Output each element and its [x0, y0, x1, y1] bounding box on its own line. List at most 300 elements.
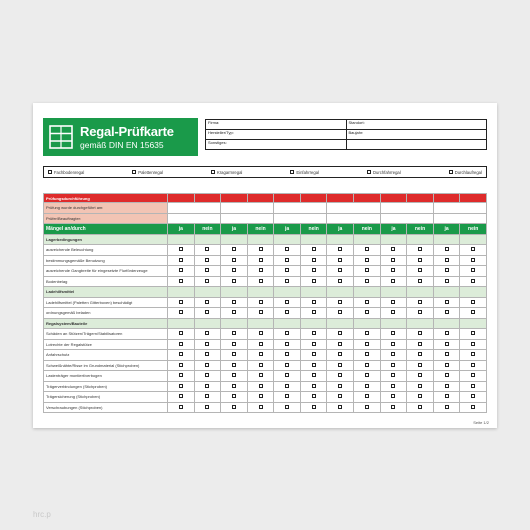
no-checkbox[interactable]	[205, 363, 209, 367]
no-checkbox[interactable]	[471, 247, 475, 251]
card-title: Regal-Prüfkarte	[80, 123, 174, 139]
no-checkbox[interactable]	[365, 384, 369, 388]
checkbox-cell	[194, 255, 221, 266]
info-row	[206, 120, 487, 130]
checkbox-cell	[380, 392, 407, 403]
checkbox-cell	[194, 402, 221, 413]
checkbox-cell	[407, 360, 434, 371]
section-cell	[221, 234, 248, 245]
shelf-type-option[interactable]	[449, 170, 482, 175]
yes-checkbox[interactable]	[179, 384, 183, 388]
yes-checkbox[interactable]	[179, 331, 183, 335]
checkbox-cell	[168, 308, 195, 319]
shelf-type-option[interactable]	[132, 170, 163, 175]
yes-checkbox[interactable]	[445, 310, 449, 314]
yes-checkbox[interactable]	[285, 310, 289, 314]
checklist-row	[44, 392, 487, 403]
shelf-type-option[interactable]	[211, 170, 242, 175]
checkbox-cell	[247, 276, 274, 287]
no-checkbox[interactable]	[471, 405, 475, 409]
inspector-row-input[interactable]	[274, 213, 327, 224]
no-checkbox[interactable]	[471, 279, 475, 283]
yes-checkbox[interactable]	[338, 300, 342, 304]
inspector-row-input[interactable]	[327, 213, 380, 224]
section-cell	[168, 318, 195, 329]
no-checkbox[interactable]	[259, 279, 263, 283]
section-cell	[300, 287, 327, 298]
yes-checkbox[interactable]	[338, 405, 342, 409]
no-checkbox[interactable]	[259, 363, 263, 367]
checkbox-cell	[194, 350, 221, 361]
checkbox-cell	[274, 276, 301, 287]
checklist-item-label: Verschraubungen (Stichproben)	[44, 402, 168, 413]
yes-checkbox[interactable]	[445, 279, 449, 283]
no-checkbox[interactable]	[418, 310, 422, 314]
yes-checkbox[interactable]	[285, 342, 289, 346]
yes-checkbox[interactable]	[445, 405, 449, 409]
checkbox-cell	[300, 402, 327, 413]
date-row-input[interactable]	[380, 203, 433, 214]
no-checkbox[interactable]	[471, 394, 475, 398]
yes-checkbox[interactable]	[232, 352, 236, 356]
no-checkbox[interactable]	[312, 342, 316, 346]
checkbox-cell	[327, 402, 354, 413]
checkbox-cell	[354, 245, 381, 256]
shelf-type-checkbox[interactable]	[48, 170, 52, 174]
no-checkbox[interactable]	[365, 247, 369, 251]
no-checkbox[interactable]	[259, 342, 263, 346]
checkbox-cell	[407, 297, 434, 308]
no-checkbox[interactable]	[471, 384, 475, 388]
checklist-row	[44, 381, 487, 392]
no-checkbox[interactable]	[259, 300, 263, 304]
shelf-type-label: Fachbodenregal	[54, 169, 85, 175]
yes-checkbox[interactable]	[445, 384, 449, 388]
no-checkbox[interactable]	[471, 331, 475, 335]
shelf-type-option[interactable]	[48, 170, 84, 175]
yes-checkbox[interactable]	[391, 373, 395, 377]
shelf-type-checkbox[interactable]	[132, 170, 136, 174]
checkbox-cell	[407, 339, 434, 350]
no-checkbox[interactable]	[365, 363, 369, 367]
yes-checkbox[interactable]	[179, 279, 183, 283]
checkbox-cell	[247, 329, 274, 340]
no-checkbox[interactable]	[205, 268, 209, 272]
no-checkbox[interactable]	[259, 384, 263, 388]
yes-checkbox[interactable]	[445, 247, 449, 251]
no-checkbox[interactable]	[312, 363, 316, 367]
no-checkbox[interactable]	[259, 352, 263, 356]
checkbox-cell	[433, 245, 460, 256]
info-row	[206, 140, 487, 150]
yes-checkbox[interactable]	[338, 310, 342, 314]
checkbox-cell	[380, 329, 407, 340]
checklist-item-label: Trägerverbindungen (Stichproben)	[44, 381, 168, 392]
yes-checkbox[interactable]	[179, 310, 183, 314]
checkbox-cell	[247, 381, 274, 392]
checkbox-cell	[460, 381, 487, 392]
no-checkbox[interactable]	[312, 279, 316, 283]
no-checkbox[interactable]	[365, 373, 369, 377]
checkbox-cell	[433, 381, 460, 392]
checklist-item-label: ausreichende Beleuchtung	[44, 245, 168, 256]
checkbox-cell	[221, 381, 248, 392]
info-field[interactable]: Baujahr:	[346, 130, 487, 140]
yes-checkbox[interactable]	[391, 384, 395, 388]
company-info-table	[205, 119, 487, 150]
no-checkbox[interactable]	[312, 352, 316, 356]
yes-checkbox[interactable]	[179, 268, 183, 272]
yes-checkbox[interactable]	[391, 300, 395, 304]
no-checkbox[interactable]	[312, 373, 316, 377]
date-row-input[interactable]	[168, 203, 221, 214]
no-checkbox[interactable]	[312, 384, 316, 388]
checkbox-cell	[380, 266, 407, 277]
yes-checkbox[interactable]	[391, 268, 395, 272]
yes-checkbox[interactable]	[338, 352, 342, 356]
checkbox-cell	[327, 255, 354, 266]
checkbox-cell	[194, 329, 221, 340]
no-checkbox[interactable]	[259, 331, 263, 335]
no-checkbox[interactable]	[365, 352, 369, 356]
checkbox-cell	[247, 371, 274, 382]
checkbox-cell	[274, 350, 301, 361]
checkbox-cell	[300, 276, 327, 287]
info-field[interactable]: Sonstiges:	[206, 140, 347, 150]
yes-checkbox[interactable]	[179, 342, 183, 346]
section-cell	[354, 287, 381, 298]
no-checkbox[interactable]	[471, 342, 475, 346]
no-checkbox[interactable]	[259, 373, 263, 377]
checkbox-cell	[380, 360, 407, 371]
info-field[interactable]: Standort:	[346, 120, 487, 130]
no-checkbox[interactable]	[312, 268, 316, 272]
no-checkbox[interactable]	[471, 310, 475, 314]
yes-checkbox[interactable]	[445, 373, 449, 377]
yes-checkbox[interactable]	[285, 258, 289, 262]
checklist-row	[44, 339, 487, 350]
no-checkbox[interactable]	[205, 352, 209, 356]
no-checkbox[interactable]	[471, 300, 475, 304]
shelf-type-label: Palettenregal	[138, 169, 163, 175]
yes-checkbox[interactable]	[338, 331, 342, 335]
checkbox-cell	[168, 381, 195, 392]
no-checkbox[interactable]	[418, 352, 422, 356]
no-checkbox[interactable]	[471, 373, 475, 377]
no-checkbox[interactable]	[365, 310, 369, 314]
yes-checkbox[interactable]	[338, 258, 342, 262]
no-checkbox[interactable]	[259, 247, 263, 251]
checkbox-cell	[221, 392, 248, 403]
no-checkbox[interactable]	[418, 300, 422, 304]
yes-checkbox[interactable]	[232, 363, 236, 367]
shelf-type-checkbox[interactable]	[290, 170, 294, 174]
no-checkbox[interactable]	[471, 352, 475, 356]
yes-checkbox[interactable]	[232, 384, 236, 388]
inspector-row-input[interactable]	[433, 213, 486, 224]
checkbox-cell	[407, 329, 434, 340]
checkbox-cell	[247, 308, 274, 319]
shelf-type-checkbox[interactable]	[211, 170, 215, 174]
no-label: nein	[194, 224, 221, 235]
no-checkbox[interactable]	[205, 373, 209, 377]
yes-checkbox[interactable]	[338, 279, 342, 283]
no-checkbox[interactable]	[259, 268, 263, 272]
shelf-type-option[interactable]	[367, 170, 401, 175]
checkbox-cell	[168, 339, 195, 350]
yes-checkbox[interactable]	[232, 279, 236, 283]
section-cell	[354, 234, 381, 245]
defects-header-row	[44, 224, 487, 235]
checkbox-cell	[460, 339, 487, 350]
checkbox-cell	[380, 255, 407, 266]
yes-checkbox[interactable]	[285, 363, 289, 367]
date-row-input[interactable]	[433, 203, 486, 214]
yes-checkbox[interactable]	[285, 352, 289, 356]
checkbox-cell	[168, 350, 195, 361]
no-checkbox[interactable]	[205, 342, 209, 346]
checkbox-cell	[460, 245, 487, 256]
no-checkbox[interactable]	[418, 258, 422, 262]
yes-checkbox[interactable]	[445, 352, 449, 356]
yes-checkbox[interactable]	[445, 331, 449, 335]
no-checkbox[interactable]	[259, 405, 263, 409]
no-checkbox[interactable]	[471, 258, 475, 262]
no-checkbox[interactable]	[418, 363, 422, 367]
no-checkbox[interactable]	[205, 405, 209, 409]
no-checkbox[interactable]	[312, 258, 316, 262]
info-field[interactable]	[346, 140, 487, 150]
header-cell	[327, 194, 354, 203]
no-checkbox[interactable]	[418, 384, 422, 388]
yes-checkbox[interactable]	[232, 373, 236, 377]
no-checkbox[interactable]	[418, 247, 422, 251]
info-field[interactable]: Firma:	[206, 120, 347, 130]
yes-checkbox[interactable]	[391, 331, 395, 335]
yes-checkbox[interactable]	[285, 384, 289, 388]
checkbox-cell	[380, 308, 407, 319]
no-checkbox[interactable]	[365, 342, 369, 346]
yes-checkbox[interactable]	[285, 405, 289, 409]
no-checkbox[interactable]	[205, 279, 209, 283]
section-cell	[194, 318, 221, 329]
no-checkbox[interactable]	[205, 310, 209, 314]
shelf-type-label: Durchlaufregal	[454, 169, 482, 175]
section-cell	[460, 234, 487, 245]
no-label: nein	[407, 224, 434, 235]
checkbox-cell	[380, 402, 407, 413]
date-row-input[interactable]	[274, 203, 327, 214]
checkbox-cell	[433, 339, 460, 350]
yes-checkbox[interactable]	[391, 342, 395, 346]
no-checkbox[interactable]	[418, 373, 422, 377]
yes-checkbox[interactable]	[338, 268, 342, 272]
checklist-item-label: Lastenträger montiert/verbogen	[44, 371, 168, 382]
no-checkbox[interactable]	[365, 258, 369, 262]
yes-checkbox[interactable]	[445, 258, 449, 262]
no-checkbox[interactable]	[418, 394, 422, 398]
checkbox-cell	[460, 255, 487, 266]
yes-checkbox[interactable]	[179, 247, 183, 251]
yes-checkbox[interactable]	[232, 405, 236, 409]
yes-checkbox[interactable]	[338, 247, 342, 251]
yes-checkbox[interactable]	[179, 258, 183, 262]
no-checkbox[interactable]	[365, 300, 369, 304]
yes-checkbox[interactable]	[232, 394, 236, 398]
no-checkbox[interactable]	[205, 384, 209, 388]
yes-checkbox[interactable]	[391, 247, 395, 251]
no-checkbox[interactable]	[365, 405, 369, 409]
yes-checkbox[interactable]	[338, 394, 342, 398]
header-cell	[168, 194, 195, 203]
yes-checkbox[interactable]	[285, 247, 289, 251]
checkbox-cell	[221, 245, 248, 256]
yes-checkbox[interactable]	[391, 352, 395, 356]
yes-checkbox[interactable]	[232, 342, 236, 346]
yes-checkbox[interactable]	[179, 405, 183, 409]
yes-checkbox[interactable]	[285, 394, 289, 398]
yes-checkbox[interactable]	[445, 342, 449, 346]
no-checkbox[interactable]	[365, 331, 369, 335]
yes-checkbox[interactable]	[285, 331, 289, 335]
section-cell	[247, 287, 274, 298]
yes-checkbox[interactable]	[338, 384, 342, 388]
checkbox-cell	[327, 245, 354, 256]
checkbox-cell	[407, 371, 434, 382]
no-checkbox[interactable]	[205, 247, 209, 251]
no-checkbox[interactable]	[418, 405, 422, 409]
inspector-row-input[interactable]	[380, 213, 433, 224]
no-checkbox[interactable]	[365, 394, 369, 398]
no-checkbox[interactable]	[205, 331, 209, 335]
checkbox-cell	[407, 350, 434, 361]
no-checkbox[interactable]	[312, 331, 316, 335]
checkbox-cell	[433, 308, 460, 319]
shelf-type-option[interactable]	[290, 170, 319, 175]
shelf-type-checkbox[interactable]	[449, 170, 453, 174]
no-checkbox[interactable]	[205, 258, 209, 262]
yes-checkbox[interactable]	[285, 268, 289, 272]
checkbox-cell	[433, 392, 460, 403]
yes-checkbox[interactable]	[445, 268, 449, 272]
checklist-item-label: ordnungsgemäß beladen	[44, 308, 168, 319]
no-checkbox[interactable]	[418, 331, 422, 335]
shelf-type-checkbox[interactable]	[367, 170, 371, 174]
section-cell	[274, 287, 301, 298]
checklist-row	[44, 308, 487, 319]
date-row-input[interactable]	[327, 203, 380, 214]
inspector-row-input[interactable]	[168, 213, 221, 224]
yes-checkbox[interactable]	[445, 300, 449, 304]
checkbox-cell	[300, 266, 327, 277]
yes-checkbox[interactable]	[391, 405, 395, 409]
yes-checkbox[interactable]	[285, 279, 289, 283]
no-checkbox[interactable]	[418, 279, 422, 283]
date-row-input[interactable]	[221, 203, 274, 214]
checklist-row	[44, 360, 487, 371]
section-title: Lagerbedingungen	[44, 234, 168, 245]
section-cell	[407, 234, 434, 245]
no-checkbox[interactable]	[418, 268, 422, 272]
checkbox-cell	[407, 308, 434, 319]
checkbox-cell	[327, 381, 354, 392]
yes-checkbox[interactable]	[179, 373, 183, 377]
checkbox-cell	[354, 255, 381, 266]
yes-checkbox[interactable]	[391, 279, 395, 283]
no-checkbox[interactable]	[259, 394, 263, 398]
yes-checkbox[interactable]	[445, 363, 449, 367]
checkbox-cell	[300, 360, 327, 371]
header-cell	[194, 194, 221, 203]
checkbox-cell	[460, 266, 487, 277]
yes-checkbox[interactable]	[179, 352, 183, 356]
no-checkbox[interactable]	[259, 310, 263, 314]
yes-checkbox[interactable]	[338, 342, 342, 346]
header-cell	[380, 194, 407, 203]
no-checkbox[interactable]	[471, 363, 475, 367]
header-cell	[221, 194, 248, 203]
no-checkbox[interactable]	[312, 310, 316, 314]
yes-checkbox[interactable]	[391, 258, 395, 262]
no-checkbox[interactable]	[205, 394, 209, 398]
checkbox-cell	[460, 329, 487, 340]
checkbox-cell	[327, 276, 354, 287]
section-row	[44, 287, 487, 298]
no-checkbox[interactable]	[418, 342, 422, 346]
checkbox-cell	[327, 350, 354, 361]
yes-checkbox[interactable]	[391, 363, 395, 367]
section-cell	[327, 287, 354, 298]
checkbox-cell	[274, 255, 301, 266]
checkbox-cell	[433, 276, 460, 287]
checkbox-cell	[168, 360, 195, 371]
yes-checkbox[interactable]	[285, 300, 289, 304]
yes-checkbox[interactable]	[179, 300, 183, 304]
no-checkbox[interactable]	[365, 279, 369, 283]
yes-checkbox[interactable]	[391, 394, 395, 398]
no-checkbox[interactable]	[312, 394, 316, 398]
no-checkbox[interactable]	[312, 247, 316, 251]
info-field[interactable]: Hersteller/Typ:	[206, 130, 347, 140]
no-checkbox[interactable]	[259, 258, 263, 262]
no-checkbox[interactable]	[312, 300, 316, 304]
yes-checkbox[interactable]	[445, 394, 449, 398]
yes-checkbox[interactable]	[179, 394, 183, 398]
yes-checkbox[interactable]	[232, 300, 236, 304]
yes-checkbox[interactable]	[338, 373, 342, 377]
section-cell	[433, 318, 460, 329]
yes-checkbox[interactable]	[338, 363, 342, 367]
inspector-row-input[interactable]	[221, 213, 274, 224]
yes-checkbox[interactable]	[179, 363, 183, 367]
checklist-item-label: ausreichende Gangbreite für eingesetzte Flurförderzeuge	[44, 266, 168, 277]
section-cell	[194, 287, 221, 298]
yes-checkbox[interactable]	[232, 247, 236, 251]
no-checkbox[interactable]	[471, 268, 475, 272]
yes-checkbox[interactable]	[232, 258, 236, 262]
yes-checkbox[interactable]	[232, 268, 236, 272]
yes-checkbox[interactable]	[232, 331, 236, 335]
yes-checkbox[interactable]	[285, 373, 289, 377]
no-checkbox[interactable]	[365, 268, 369, 272]
no-checkbox[interactable]	[312, 405, 316, 409]
checkbox-cell	[354, 266, 381, 277]
checkbox-cell	[221, 266, 248, 277]
section-title: Ladehilfsmittel	[44, 287, 168, 298]
yes-checkbox[interactable]	[391, 310, 395, 314]
no-checkbox[interactable]	[205, 300, 209, 304]
yes-checkbox[interactable]	[232, 310, 236, 314]
